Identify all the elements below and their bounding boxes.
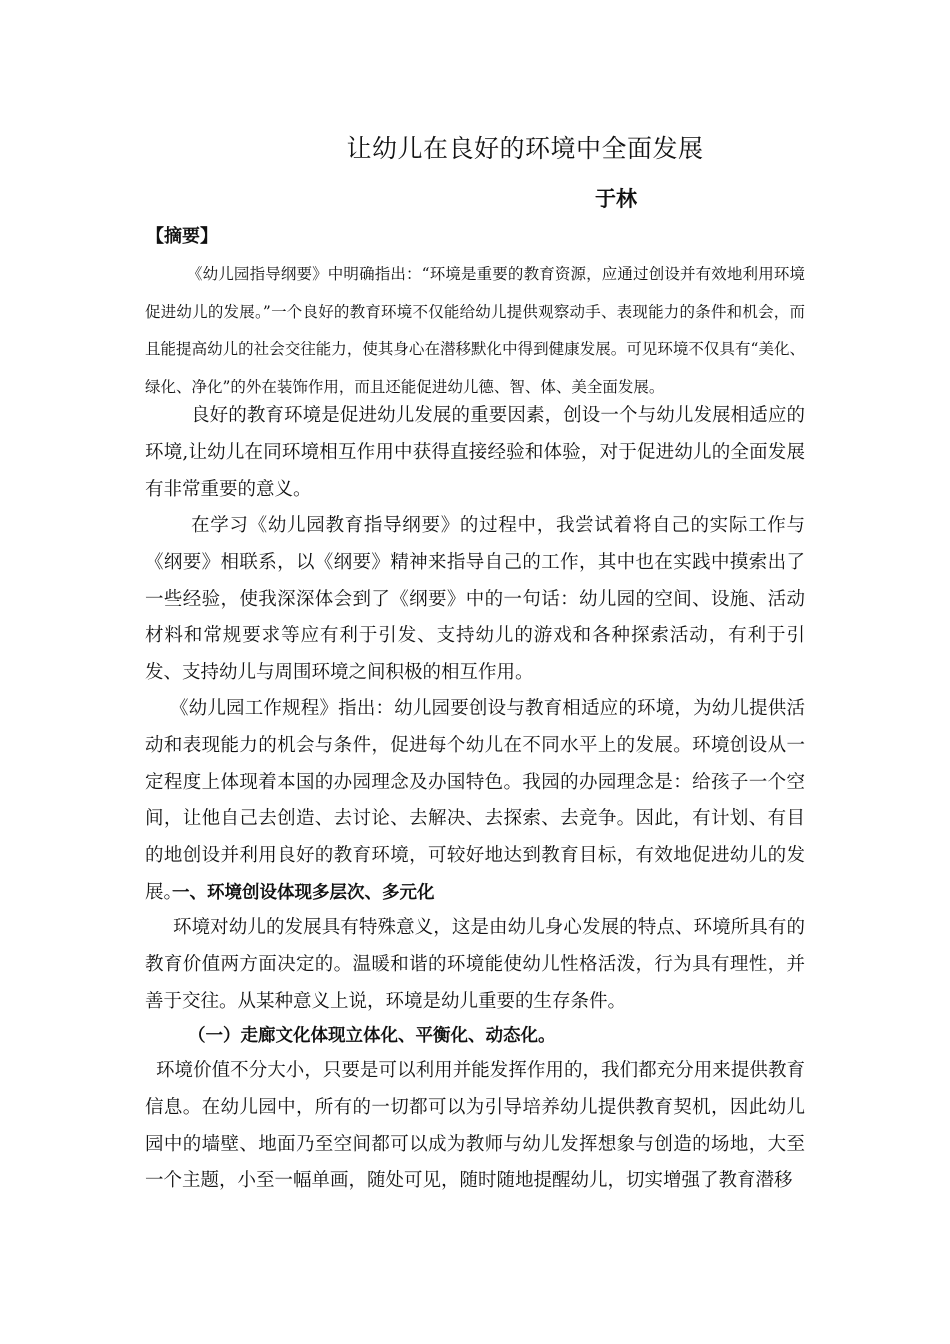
body-paragraph: 环境价值不分大小，只要是可以利用并能发挥作用的，我们都充分用来提供教育信息。在幼儿园中，所有的一切都可以为引导培养幼儿提供教育契机，因此幼儿园中的墙壁、地面乃至空间都可以成为教师与幼儿发挥想象与创造的场地，大至一个主题，小至一幅单画，随处可见，随时随地提醒幼儿，切实增强了教育潜移 — [145, 1060, 805, 1192]
subsection-heading: （一）走廊文化体现立体化、平衡化、动态化。 — [188, 1026, 556, 1046]
body-paragraph: 在学习《幼儿园教育指导纲要》的过程中，我尝试着将自己的实际工作与《纲要》相联系，以《纲要》精神来指导自己的工作，其中也在实践中摸索出了一些经验，使我深深体会到了《纲要》中的一句话：幼儿园的空间、设施、活动材料和常规要求等应有利于引发、支持幼儿的游戏和各种探索活动，有利于引发、支持幼儿与周围环境之间积极的相互作用。 — [145, 515, 805, 684]
body-paragraph: 《幼儿园工作规程》指出：幼儿园要创设与教育相适应的环境，为幼儿提供活动和表现能力的机会与条件，促进每个幼儿在不同水平上的发展。环境创设从一定程度上体现着本国的办园理念及办国特色。我园的办园理念是：给孩子一个空间，让他自己去创造、去讨论、去解决、去探索、去竞争。因此，有计划、有目的地创设并利用良好的教育环境，可较好地达到教育目标，有效地促进幼儿的发展。 — [145, 698, 805, 903]
author-name: 于林 — [595, 187, 637, 211]
abstract-paragraph: 《幼儿园指导纲要》中明确指出：“环境是重要的教育资源，应通过创设并有效地利用环境促进幼儿的发展。”一个良好的教育环境不仅能给幼儿提供观察动手、表现能力的条件和机会，而且能提高幼儿的社会交往能力，使其身心在潜移默化中得到健康发展。可见环境不仅具有“美化、绿化、净化”的外在装饰作用，而且还能促进幼儿德、智、体、美全面发展。 — [145, 265, 805, 396]
body-paragraph: 良好的教育环境是促进幼儿发展的重要因素，创设一个与幼儿发展相适应的环境,让幼儿在同环境相互作用中获得直接经验和体验，对于促进幼儿的全面发展有非常重要的意义。 — [145, 405, 805, 500]
document-title: 让幼儿在良好的环境中全面发展 — [346, 134, 704, 163]
section-heading: 一、环境创设体现多层次、多元化 — [172, 883, 435, 903]
abstract-label: 【摘要】 — [146, 226, 218, 247]
body-paragraph: 环境对幼儿的发展具有特殊意义，这是由幼儿身心发展的特点、环境所具有的教育价值两方面决定的。温暖和谐的环境能使幼儿性格活泼，行为具有理性，并善于交往。从某种意义上说，环境是幼儿重要的生存条件。 — [145, 917, 805, 1012]
